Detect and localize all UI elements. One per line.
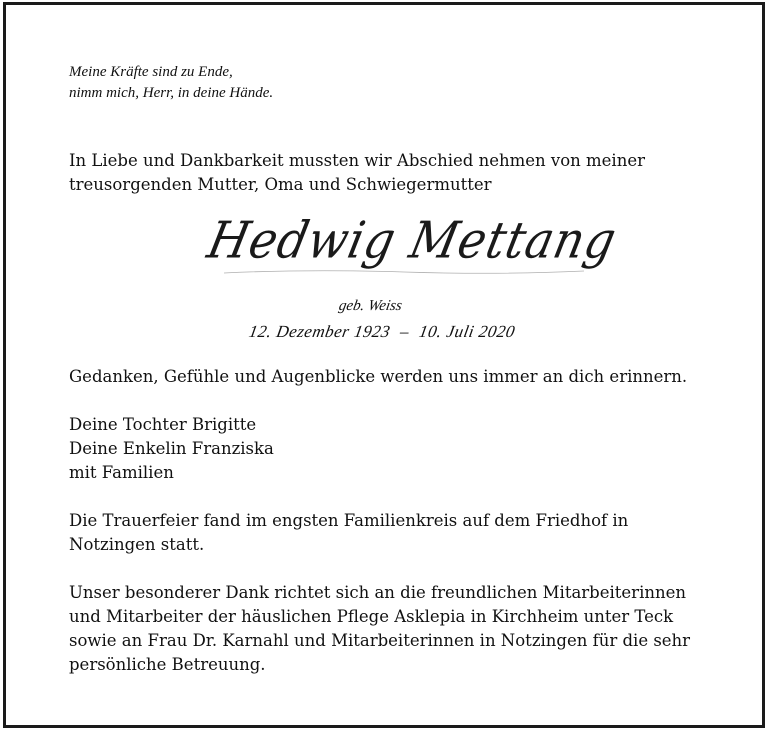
- intro-line-2: treusorgenden Mutter, Oma und Schwiegermutter: [69, 175, 492, 194]
- family-line-2: Deine Enkelin Franziska: [69, 439, 274, 458]
- intro-line-1: In Liebe und Dankbarkeit mussten wir Abschied nehmen von meiner: [69, 151, 645, 170]
- ceremony-paragraph: [69, 509, 628, 557]
- motto-line-1: Meine Kräfte sind zu Ende,: [69, 64, 233, 80]
- deceased-name: Hedwig Mettang: [202, 210, 623, 270]
- birth-date: 12. Dezember 1923: [247, 322, 392, 341]
- ceremony-line-1: Die Trauerfeier fand im engsten Familienkreis auf dem Friedhof in: [69, 511, 629, 530]
- obituary-frame: [3, 2, 765, 728]
- death-date: 10. Juli 2020: [417, 322, 517, 341]
- date-separator: –: [398, 322, 411, 341]
- born-name: geb. Weiss: [337, 298, 404, 314]
- thoughts-line: [69, 365, 687, 389]
- family-line-1: Deine Tochter Brigitte: [69, 415, 257, 434]
- thoughts-text: Gedanken, Gefühle und Augenblicke werden uns immer an dich erinnern.: [69, 367, 688, 386]
- thanks-line-3: sowie an Frau Dr. Karnahl und Mitarbeiterinnen in Notzingen für die sehr: [69, 631, 691, 650]
- thanks-line-1: Unser besonderer Dank richtet sich an die freundlichen Mitarbeiterinnen: [69, 583, 686, 602]
- name-flourish: [219, 267, 589, 277]
- ceremony-line-2: Notzingen statt.: [69, 535, 205, 554]
- motto-verse: [69, 62, 273, 104]
- life-dates: [247, 321, 517, 343]
- thanks-paragraph: [69, 581, 690, 677]
- intro-paragraph: [69, 149, 645, 197]
- thanks-line-4: persönliche Betreuung.: [69, 655, 266, 674]
- motto-line-2: nimm mich, Herr, in deine Hände.: [69, 85, 274, 101]
- family-signature: [69, 413, 274, 485]
- family-line-3: mit Familien: [69, 463, 174, 482]
- thanks-line-2: und Mitarbeiter der häuslichen Pflege Asklepia in Kirchheim unter Teck: [69, 607, 674, 626]
